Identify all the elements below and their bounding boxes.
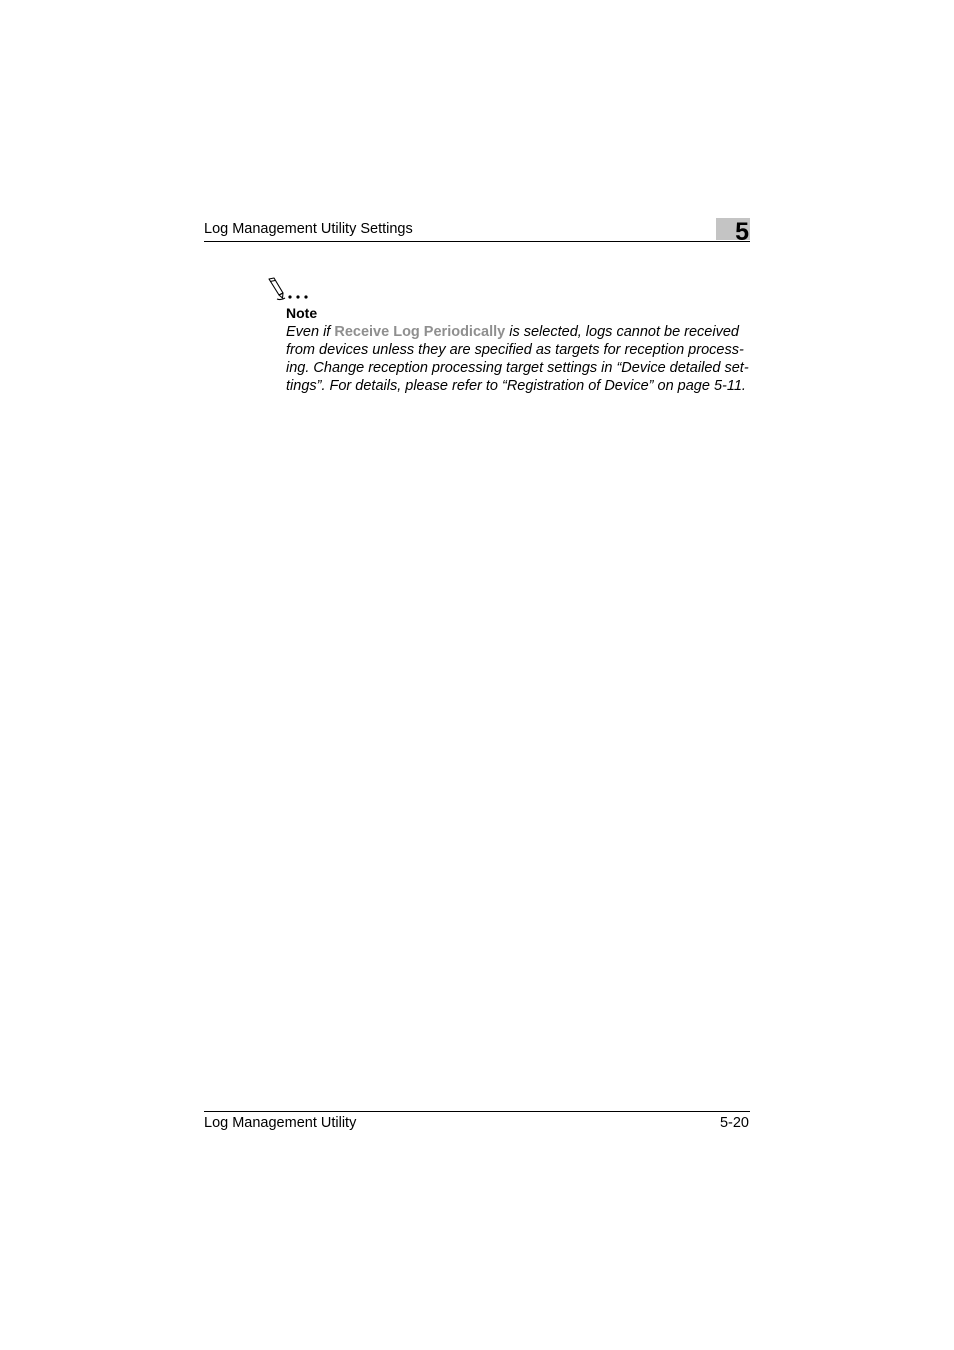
chapter-number: 5 (735, 218, 749, 246)
setting-reference: Receive Log Periodically (334, 324, 506, 340)
note-text: is selected, logs cannot be received (505, 324, 739, 340)
pencil-note-icon (263, 277, 313, 303)
note-line-4: tings”. For details, please refer to “Registration of Device” on page 5-11. (286, 378, 746, 394)
footer-title: Log Management Utility (204, 1115, 357, 1131)
header-rule (204, 241, 750, 242)
note-heading: Note (286, 305, 318, 321)
note-body (286, 323, 756, 395)
page-number: 5-20 (719, 1115, 749, 1131)
header-title: Log Management Utility Settings (204, 221, 413, 237)
note-text: Even if (286, 324, 335, 340)
chapter-tab (716, 218, 750, 246)
note-line-2: from devices unless they are specified as targets for reception process- (286, 342, 744, 358)
note-line-3: ing. Change reception processing target settings in “Device detailed set- (286, 360, 749, 376)
note-line-1 (286, 323, 756, 341)
footer-rule (204, 1111, 750, 1112)
